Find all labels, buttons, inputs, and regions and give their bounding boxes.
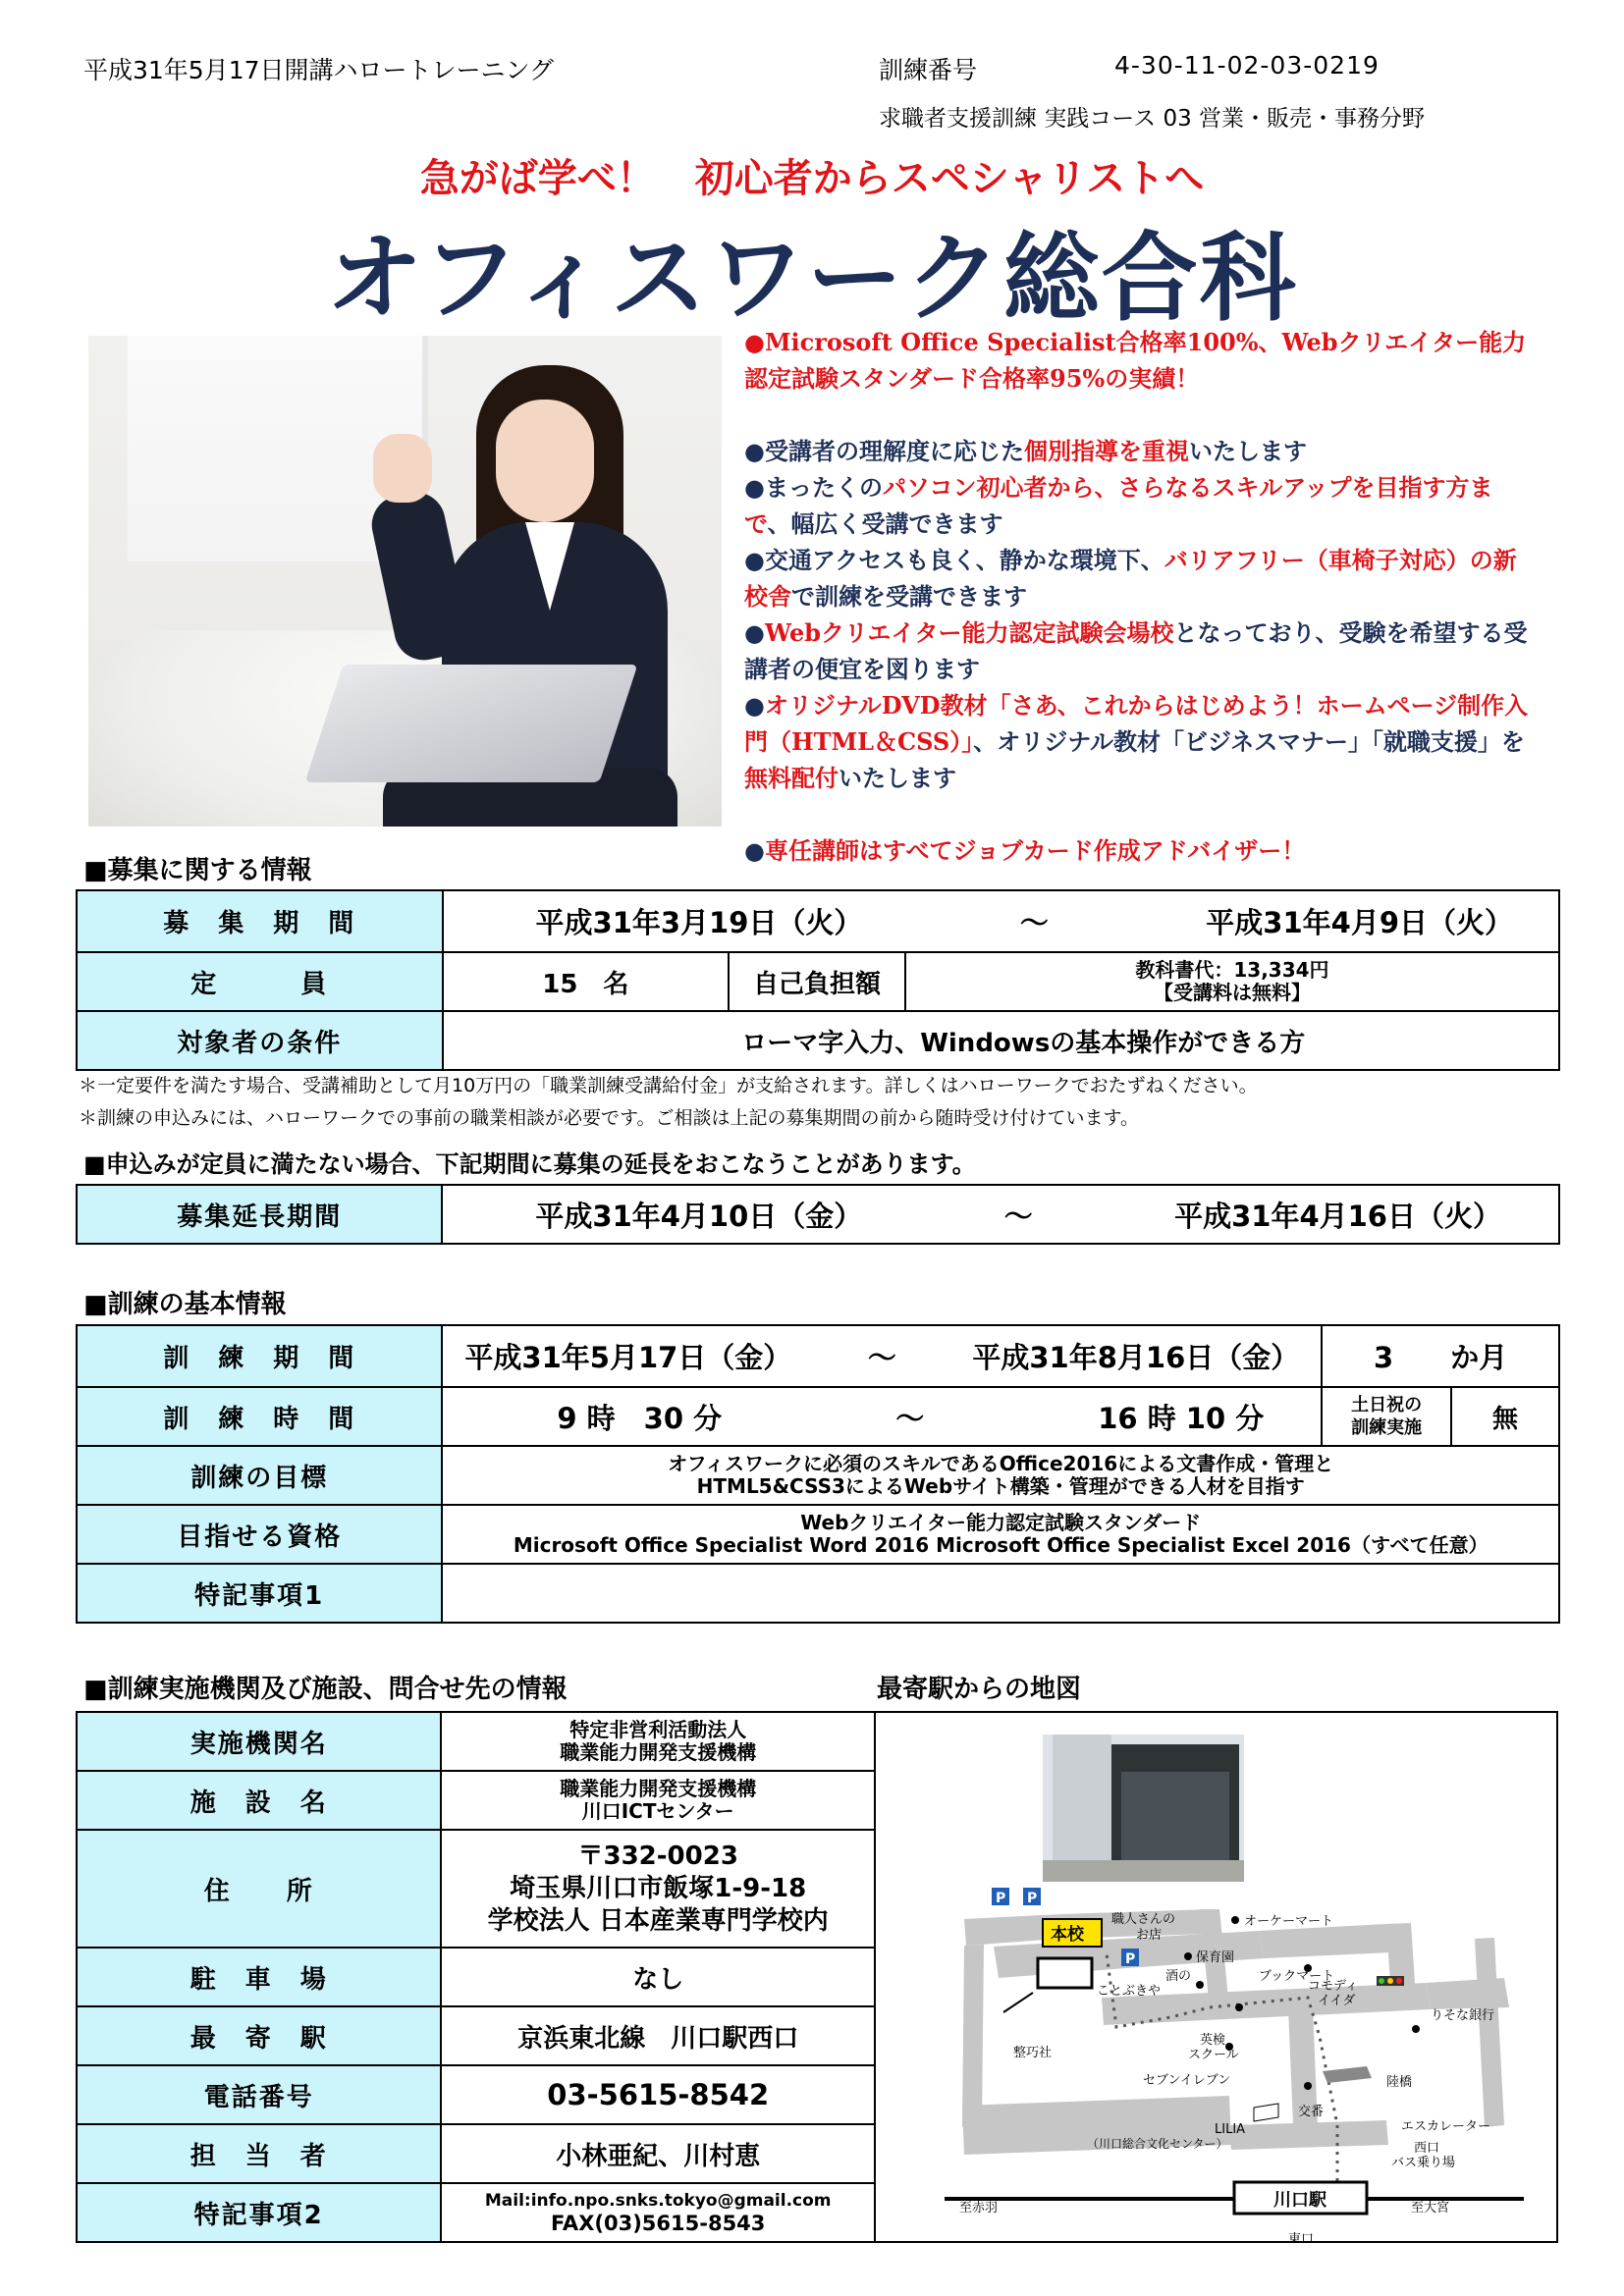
recruit-heading: ■募集に関する情報 xyxy=(83,856,312,885)
school-label: 本校 xyxy=(1051,1925,1084,1945)
weekend-label-2: 訓練実施 xyxy=(1351,1417,1423,1438)
training-heading: ■訓練の基本情報 xyxy=(83,1290,287,1319)
map-label-okay: オーケーマート xyxy=(1244,1914,1334,1929)
special-note2-value xyxy=(441,2183,875,2242)
postal-code: 〒332-0023 xyxy=(577,1841,738,1871)
extension-to: 平成31年4月16日（火） xyxy=(1174,1199,1501,1233)
note-consult: ＊訓練の申込みには、ハローワークでの事前の職業相談が必要です。ご相談は上記の募集期間の前から随時受け付けています。 xyxy=(79,1107,1139,1129)
catch-copy: 急がば学べ！ 初心者からスペシャリストへ xyxy=(419,155,1205,201)
station-label: 最 寄 駅 xyxy=(77,2006,441,2065)
student-photo xyxy=(88,336,722,827)
svg-text:P: P xyxy=(996,1891,1006,1906)
training-number: 4-30-11-02-03-0219 xyxy=(1114,51,1380,80)
map-label-akabane: 至赤羽 xyxy=(959,2201,999,2216)
map-label-shop1: 職人さんの xyxy=(1111,1912,1176,1927)
address-label: 住 所 xyxy=(77,1830,441,1948)
training-period-value xyxy=(442,1325,1322,1387)
special-note1-value xyxy=(442,1564,1559,1623)
facility-name-label: 施 設 名 xyxy=(77,1771,441,1830)
training-time-to: 16 時 10 分 xyxy=(1098,1401,1265,1435)
map-label-east: 東口 xyxy=(1288,2232,1315,2245)
feature-text: ●Microsoft Office Specialist合格率100%、Webクリエイター能力認定試験スタンダード合格率95%の実績！ xyxy=(744,328,1527,393)
extension-label: 募集延長期間 xyxy=(77,1185,442,1244)
map-drawing xyxy=(876,1713,1558,2243)
org-line-2: 職業能力開発支援機構 xyxy=(560,1740,757,1764)
feature-text: ●まったくの xyxy=(744,473,883,502)
training-period-to: 平成31年8月16日（金） xyxy=(972,1341,1300,1374)
station-value: 京浜東北線 川口駅西口 xyxy=(441,2006,875,2065)
org-label: 実施機関名 xyxy=(77,1712,441,1771)
recruit-table xyxy=(76,889,1560,1071)
feature-text: 無料配付 xyxy=(744,764,839,792)
feature-text: オリジナルDVD教材「さあ、これからはじめよう！ホームページ制作入門（HTML＆CSS）」 xyxy=(744,691,1529,756)
access-map xyxy=(874,1711,1558,2243)
feature-text: となっており、受験を希望する受講者の便宜を図ります xyxy=(744,618,1528,683)
goal-line-1: オフィスワークに必須のスキルであるOffice2016による文書作成・管理と xyxy=(668,1452,1334,1475)
training-table xyxy=(76,1324,1560,1624)
feature-item xyxy=(744,614,1530,687)
tilde: ～ xyxy=(895,1401,925,1435)
parking-value: なし xyxy=(441,1948,875,2006)
map-label-lilia2: （川口総合文化センター） xyxy=(1087,2137,1228,2151)
map-label-comedy1: コモディ xyxy=(1308,1979,1358,1994)
training-time-label: 訓 練 時 間 xyxy=(77,1387,442,1446)
map-label-bus2: バス乗り場 xyxy=(1391,2156,1456,2170)
address-line: 埼玉県川口市飯塚1-9-18 xyxy=(510,1873,807,1903)
svg-text:P: P xyxy=(1027,1891,1038,1906)
map-label-bus1: 西口 xyxy=(1414,2141,1440,2156)
recruit-period-value xyxy=(443,890,1559,952)
extension-heading: ■申込みが定員に満たない場合、下記期間に募集の延長をおこなうことがあります。 xyxy=(83,1150,976,1178)
fax: FAX(03)5615-8543 xyxy=(551,2212,766,2235)
extension-from: 平成31年4月10日（金） xyxy=(535,1199,863,1233)
staff-label: 担 当 者 xyxy=(77,2124,441,2183)
feature-text: ●受講者の理解度に応じた xyxy=(744,437,1024,465)
facility-table xyxy=(76,1711,876,2243)
capacity-value: 15 名 xyxy=(443,952,730,1011)
facility-name-value xyxy=(441,1771,875,1830)
map-label-lilia1: LILIA xyxy=(1215,2122,1246,2137)
target-label: 対象者の条件 xyxy=(77,1011,443,1070)
feature-text: 、オリジナル教材「ビジネスマナー」「就職支援」を xyxy=(973,727,1525,756)
training-time-value xyxy=(442,1387,1322,1446)
map-label-comedy2: イイダ xyxy=(1318,1994,1356,2008)
feature-list xyxy=(744,324,1530,869)
special-note2-label: 特記事項2 xyxy=(77,2183,441,2242)
extension-table xyxy=(76,1184,1560,1245)
facility-line-2: 川口ICTセンター xyxy=(581,1799,734,1823)
cert-line-2: Microsoft Office Specialist Word 2016 Microsoft Office Specialist Excel 2016（すべて任意） xyxy=(513,1533,1489,1557)
self-pay-label: 自己負担額 xyxy=(729,952,905,1011)
map-label-station: 川口駅 xyxy=(1273,2190,1326,2211)
cert-label: 目指せる資格 xyxy=(77,1505,442,1564)
feature-text: ●交通アクセスも良く、静かな環境下、 xyxy=(744,546,1164,574)
recruit-period-from: 平成31年3月19日（火） xyxy=(535,906,863,939)
course-title: オフィスワーク総合科 xyxy=(326,222,1298,335)
feature-text: ● xyxy=(744,691,765,720)
goal-value xyxy=(442,1446,1559,1505)
event-title: 平成31年5月17日開講ハロートレーニング xyxy=(83,56,555,84)
map-label-sake2: ことぶきや xyxy=(1097,1984,1162,1999)
feature-item xyxy=(744,832,1530,869)
feature-text: いたします xyxy=(839,764,956,792)
map-label-shop2: お店 xyxy=(1136,1928,1163,1943)
feature-text: Webクリエイター能力認定試験会場校 xyxy=(764,618,1174,647)
map-label-escalator: エスカレーター xyxy=(1401,2119,1491,2134)
org-line-1: 特定非営利活動法人 xyxy=(569,1718,747,1741)
address-value xyxy=(441,1830,875,1948)
feature-item xyxy=(744,542,1530,614)
textbook-cost: 教科書代：13,334円 xyxy=(1135,958,1329,982)
feature-text: 、幅広く受講できます xyxy=(767,509,1003,538)
extension-value xyxy=(442,1185,1559,1244)
map-label-sake1: 酒の xyxy=(1165,1969,1192,1984)
goal-line-2: HTML5&CSS3によるWebサイト構築・管理ができる人材を目指す xyxy=(696,1474,1305,1498)
facility-heading: ■訓練実施機関及び施設、問合せ先の情報 xyxy=(83,1675,568,1704)
facility-line-1: 職業能力開発支援機構 xyxy=(560,1777,757,1800)
goal-label: 訓練の目標 xyxy=(77,1446,442,1505)
training-period-from: 平成31年5月17日（金） xyxy=(464,1341,792,1374)
training-number-label: 訓練番号 xyxy=(879,56,978,84)
map-label-seven: セブンイレブン xyxy=(1143,2073,1231,2088)
weekend-label xyxy=(1322,1387,1451,1446)
feature-item xyxy=(744,687,1530,796)
self-pay-value xyxy=(905,952,1559,1011)
recruit-period-to: 平成31年4月9日（火） xyxy=(1206,906,1513,939)
map-label-rikkyo: 陸橋 xyxy=(1386,2075,1413,2090)
feature-text: 個別指導を重視 xyxy=(1023,437,1189,465)
svg-text:P: P xyxy=(1125,1951,1136,1967)
cert-line-1: Webクリエイター能力認定試験スタンダード xyxy=(800,1511,1202,1534)
address-building: 学校法人 日本産業専門学校内 xyxy=(487,1905,829,1936)
map-heading: 最寄駅からの地図 xyxy=(877,1675,1082,1704)
tilde: ～ xyxy=(867,1341,896,1374)
feature-text: ● xyxy=(744,618,765,647)
special-note1-label: 特記事項1 xyxy=(77,1564,442,1623)
phone-value: 03-5615-8542 xyxy=(441,2065,875,2124)
bridge xyxy=(1323,2066,1372,2083)
feature-text: いたします xyxy=(1188,437,1307,465)
map-label-eikyo2: スクール xyxy=(1188,2048,1239,2062)
free-tuition: 【受講料は無料】 xyxy=(1153,981,1311,1004)
feature-item xyxy=(744,324,1530,397)
staff-value: 小林亜紀、川村恵 xyxy=(441,2124,875,2183)
feature-text: ● xyxy=(744,836,765,865)
map-label-eikyo1: 英検 xyxy=(1200,2033,1226,2048)
cert-value xyxy=(442,1505,1559,1564)
map-label-omiya: 至大宮 xyxy=(1411,2201,1450,2216)
map-label-bookmart: ブックマート xyxy=(1259,1969,1335,1984)
feature-text: で訓練を受講できます xyxy=(791,582,1027,611)
training-months: 3 か月 xyxy=(1322,1325,1559,1387)
training-period-label: 訓 練 期 間 xyxy=(77,1325,442,1387)
note-allowance: ＊一定要件を満たす場合、受講補助として月10万円の「職業訓練受講給付金」が支給されます。詳しくはハローワークでおたずねください。 xyxy=(79,1075,1258,1096)
training-time-from: 9 時 30 分 xyxy=(557,1401,723,1435)
feature-item xyxy=(744,469,1530,542)
tilde: ～ xyxy=(1019,906,1049,939)
map-label-koban: 交番 xyxy=(1298,2105,1325,2119)
phone-label: 電話番号 xyxy=(77,2065,441,2124)
recruit-period-label: 募 集 期 間 xyxy=(77,890,443,952)
weekend-value: 無 xyxy=(1451,1387,1559,1446)
capacity-label: 定 員 xyxy=(77,952,443,1011)
target-value: ローマ字入力、Windowsの基本操作ができる方 xyxy=(443,1011,1559,1070)
weekend-label-1: 土日祝の xyxy=(1351,1395,1423,1415)
email: Mail:info.npo.snks.tokyo@gmail.com xyxy=(484,2191,832,2211)
parking-label: 駐 車 場 xyxy=(77,1948,441,2006)
map-label-seikosha: 整巧社 xyxy=(1013,2046,1053,2060)
feature-text: バリアフリー（車椅子対応）の新校舎 xyxy=(744,546,1517,611)
org-value xyxy=(441,1712,875,1771)
map-label-nursery: 保育園 xyxy=(1196,1950,1235,1965)
tilde: ～ xyxy=(1003,1199,1033,1233)
feature-text: 専任講師はすべてジョブカード作成アドバイザー！ xyxy=(764,836,1306,865)
map-label-risona: りそな銀行 xyxy=(1431,2008,1495,2023)
feature-item xyxy=(744,433,1530,469)
feature-text: パソコン初心者から、さらなるスキルアップを目指す方まで xyxy=(744,473,1493,538)
course-category: 求職者支援訓練 実践コース 03 営業・販売・事務分野 xyxy=(879,106,1426,132)
